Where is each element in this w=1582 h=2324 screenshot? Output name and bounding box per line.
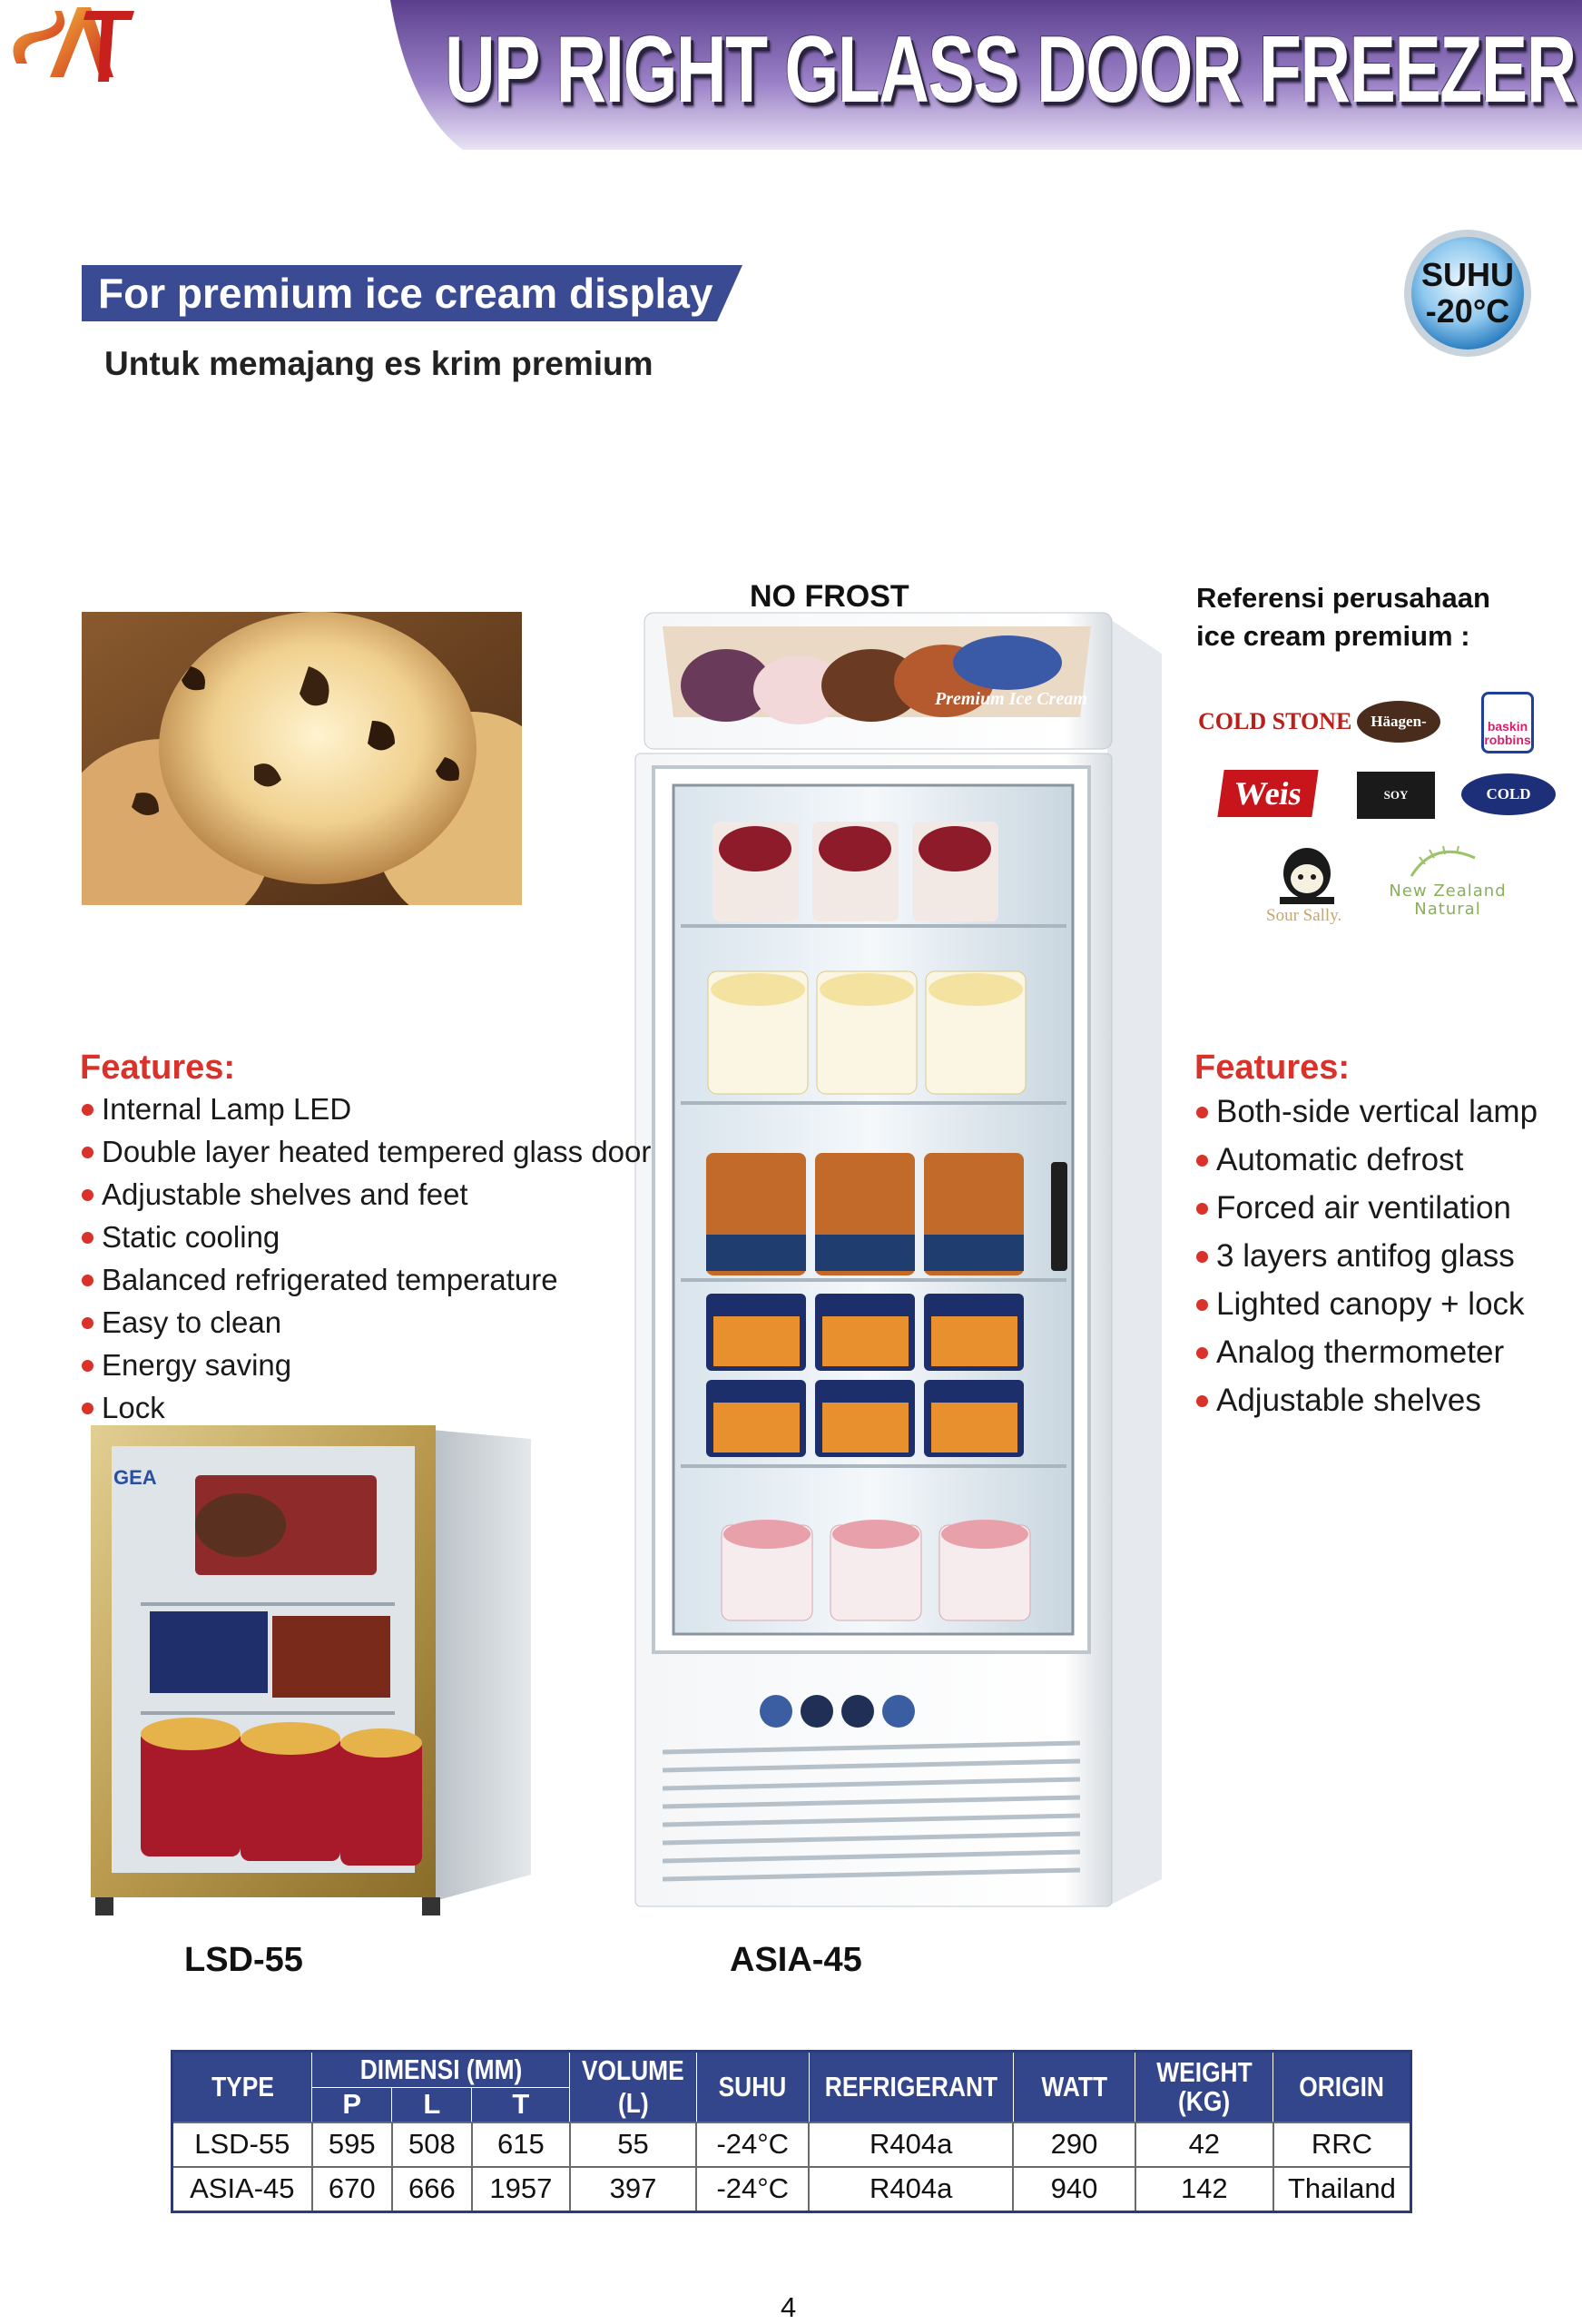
cell-l: 508 <box>392 2122 472 2167</box>
countertop-freezer-image <box>86 1421 536 1920</box>
cell-type: ASIA-45 <box>172 2167 312 2212</box>
page-title: UP RIGHT GLASS DOOR FREEZER <box>445 17 1576 123</box>
header-origin: ORIGIN <box>1273 2052 1411 2122</box>
features-right-list <box>1194 1088 1538 1424</box>
cell-refrigerant: R404a <box>809 2167 1013 2212</box>
sat-logo <box>0 0 136 100</box>
cell-refrigerant: R404a <box>809 2122 1013 2167</box>
brand-logo-sour-sally: Sour Sally. <box>1266 906 1342 925</box>
features-left-list <box>80 1088 651 1429</box>
cell-l: 666 <box>392 2167 472 2212</box>
cell-watt: 290 <box>1013 2122 1135 2167</box>
brand-logo-haagen-dazs: Häagen-Dazs <box>1357 701 1440 743</box>
cell-watt: 940 <box>1013 2167 1135 2212</box>
model-label-asia45: ASIA-45 <box>730 1941 862 1979</box>
brand-logo-new-zealand-natural: New Zealand Natural <box>1389 881 1507 919</box>
tagline: For premium ice cream display <box>98 270 713 317</box>
header-p: P <box>312 2088 392 2122</box>
feature-item: Easy to clean <box>80 1301 651 1344</box>
feature-item: Analog thermometer <box>1194 1328 1538 1376</box>
cell-weight: 42 <box>1135 2122 1273 2167</box>
temperature-label: SUHU <box>1420 256 1514 293</box>
brand-logo-coldstone: COLD STONE <box>1198 708 1352 734</box>
cell-origin: Thailand <box>1273 2167 1411 2212</box>
spec-table <box>171 2050 1412 2213</box>
header-l: L <box>392 2088 472 2122</box>
cell-type: LSD-55 <box>172 2122 312 2167</box>
cell-suhu: -24°C <box>696 2167 809 2212</box>
feature-item: 3 layers antifog glass <box>1194 1232 1538 1280</box>
cell-t: 615 <box>472 2122 570 2167</box>
feature-item: Lock <box>80 1386 651 1429</box>
feature-item: Adjustable shelves <box>1194 1376 1538 1424</box>
features-right <box>1194 1049 1538 1424</box>
header-refrigerant: REFRIGERANT <box>809 2052 1013 2122</box>
feature-item: Balanced refrigerated temperature <box>80 1258 651 1301</box>
features-right-title: Features: <box>1194 1049 1351 1087</box>
cell-p: 670 <box>312 2167 392 2212</box>
brand-logo-weis: Weis <box>1217 770 1318 817</box>
feature-item: Forced air ventilation <box>1194 1184 1538 1232</box>
brand-logo-soy-delicious: SOY DELICIOUS <box>1357 772 1435 819</box>
header-watt: WATT <box>1013 2052 1135 2122</box>
no-frost-label: NO FROST <box>750 579 909 614</box>
feature-item: Lighted canopy + lock <box>1194 1280 1538 1328</box>
fern-icon <box>1407 844 1479 881</box>
cell-weight: 142 <box>1135 2167 1273 2212</box>
table-row <box>172 2167 1411 2212</box>
small-fridge-brand: GEA <box>113 1466 157 1489</box>
cell-volume: 397 <box>570 2167 696 2212</box>
upright-freezer-image <box>626 599 1171 1915</box>
feature-item: Automatic defrost <box>1194 1136 1538 1184</box>
cell-t: 1957 <box>472 2167 570 2212</box>
references-title-line1: Referensi perusahaan <box>1196 582 1490 614</box>
header-weight: WEIGHT (KG) <box>1135 2052 1273 2122</box>
cell-p: 595 <box>312 2122 392 2167</box>
table-row <box>172 2122 1411 2167</box>
brand-logo-baskin-robbins: baskin robbins <box>1481 692 1534 753</box>
feature-item: Double layer heated tempered glass door <box>80 1130 651 1173</box>
sour-sally-mascot-icon <box>1271 844 1343 908</box>
feature-item: Static cooling <box>80 1216 651 1258</box>
temperature-value: -20°C <box>1425 292 1510 330</box>
header-type: TYPE <box>172 2052 312 2122</box>
header-volume: VOLUME (L) <box>570 2052 696 2122</box>
page-number: 4 <box>781 2291 797 2323</box>
header-t: T <box>472 2088 570 2122</box>
tagline-indonesian: Untuk memajang es krim premium <box>104 345 653 382</box>
features-left-title: Features: <box>80 1049 236 1087</box>
features-left <box>80 1049 651 1429</box>
feature-item: Both-side vertical lamp <box>1194 1088 1538 1136</box>
references-title <box>1196 579 1541 655</box>
logo-text: SAT <box>0 0 2 1</box>
references-title-line2: ice cream premium : <box>1196 620 1470 652</box>
feature-item: Adjustable shelves and feet <box>80 1173 651 1216</box>
header-dimensi: DIMENSI (MM) <box>312 2052 570 2088</box>
header-suhu: SUHU <box>696 2052 809 2122</box>
feature-item: Energy saving <box>80 1344 651 1386</box>
canopy-text: Premium Ice Cream <box>935 689 1087 709</box>
cell-volume: 55 <box>570 2122 696 2167</box>
ice-cream-photo <box>82 612 522 905</box>
cell-suhu: -24°C <box>696 2122 809 2167</box>
feature-item: Internal Lamp LED <box>80 1088 651 1130</box>
cell-origin: RRC <box>1273 2122 1411 2167</box>
model-label-lsd55: LSD-55 <box>184 1941 303 1979</box>
brand-logo-cold-rock: COLD ROCK <box>1461 773 1556 815</box>
